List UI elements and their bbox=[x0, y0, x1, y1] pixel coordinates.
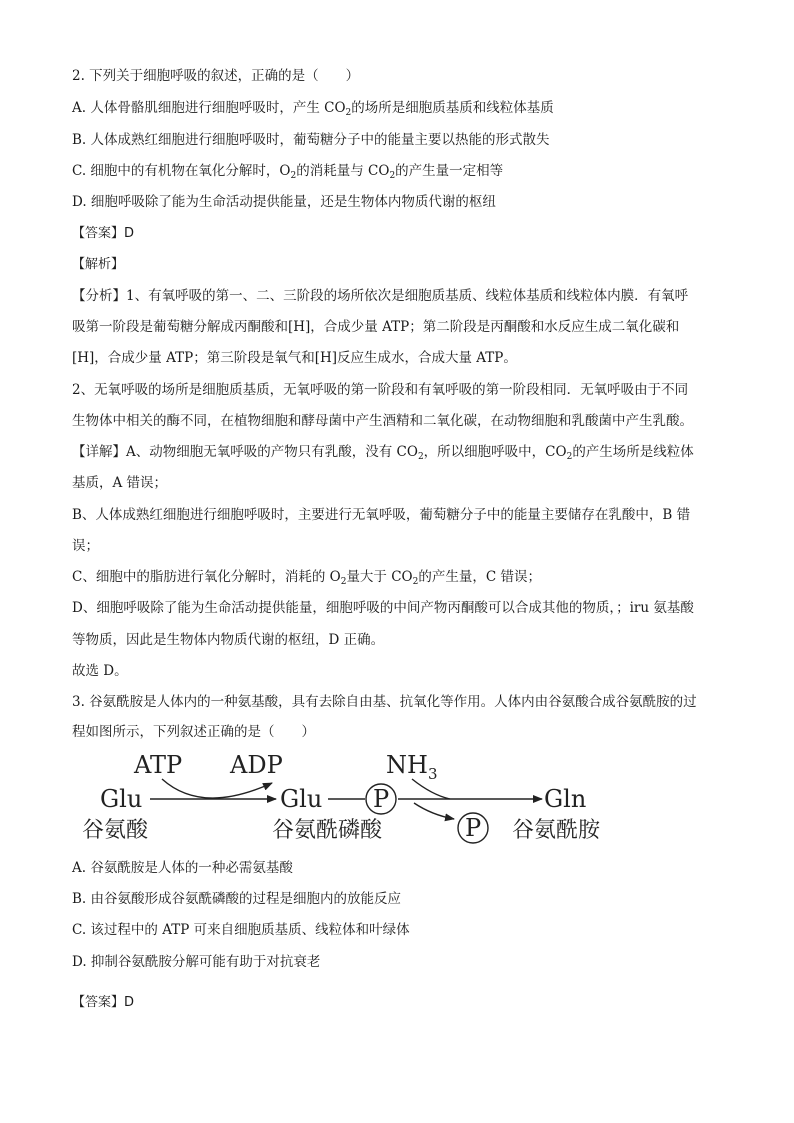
q2-detail-line: 等物质，因此是生物体内物质代谢的枢纽，D 正确。 bbox=[72, 632, 385, 648]
q2-stem: 2. 下列关于细胞呼吸的叙述，正确的是（ ） bbox=[72, 68, 360, 84]
q3-stem-cont: 程如图所示，下列叙述正确的是（ ） bbox=[72, 724, 315, 740]
q3-option-c: C. 该过程中的 ATP 可来自细胞质基质、线粒体和叶绿体 bbox=[72, 922, 410, 938]
q3-stem: 3. 谷氨酰胺是人体内的一种氨基酸，具有去除自由基、抗氧化等作用。人体内由谷氨酸合成谷氨酰胺的过 bbox=[72, 694, 697, 710]
q3-option-a: A. 谷氨酰胺是人体的一种必需氨基酸 bbox=[72, 860, 293, 876]
q3-option-d: D. 抑制谷氨酰胺分解可能有助于对抗衰老 bbox=[72, 954, 321, 970]
q2-detail-line: 误； bbox=[72, 538, 99, 554]
q2-conclusion: 故选 D。 bbox=[72, 663, 128, 679]
glu-intermediate: Glu bbox=[280, 785, 323, 813]
q2-analysis-line: 生物体中相关的酶不同，在植物细胞和酵母菌中产生酒精和二氧化碳，在动物细胞和乳酸菌中产生乳酸。 bbox=[72, 413, 693, 429]
reaction-diagram bbox=[72, 745, 632, 845]
q2-detail-line: B、人体成熟红细胞进行细胞呼吸时，主要进行无氧呼吸，葡萄糖分子中的能量主要储存在乳酸中，B 错 bbox=[72, 507, 691, 523]
q2-analysis-line: [H]，合成少量 ATP；第三阶段是氧气和[H]反应生成水，合成大量 ATP。 bbox=[72, 350, 517, 366]
q2-analysis-line: 吸第一阶段是葡萄糖分解成丙酮酸和[H]，合成少量 ATP；第二阶段是丙酮酸和水反应生成二氧化碳和 bbox=[72, 319, 680, 335]
q2-answer: 【答案】D bbox=[72, 226, 135, 241]
gln-product: Gln bbox=[544, 785, 587, 813]
q2-detail-line: C、细胞中的脂肪进行氧化分解时，消耗的 $O_2$量大于 $CO_2$的产生量，C 错误； bbox=[72, 569, 541, 587]
atp-label: ATP bbox=[134, 751, 183, 779]
q2-option-c: C. 细胞中的有机物在氧化分解时，$O_2$的消耗量与 $CO_2$的产生量一定相等 bbox=[72, 163, 504, 181]
q2-analysis-line: 2、无氧呼吸的场所是细胞质基质，无氧呼吸的第一阶段和有氧呼吸的第一阶段相同．无氧呼吸由于不同 bbox=[72, 382, 689, 398]
released-phosphate-label: P bbox=[465, 814, 482, 842]
glutamine-label: 谷氨酰胺 bbox=[512, 818, 601, 843]
q2-option-b: B. 人体成熟红细胞进行细胞呼吸时，葡萄糖分子中的能量主要以热能的形式散失 bbox=[72, 132, 550, 148]
phosphate-label: P bbox=[373, 785, 390, 813]
q3-answer: 【答案】D bbox=[72, 995, 135, 1010]
glutamyl-phosphate-label: 谷氨酰磷酸 bbox=[272, 818, 383, 843]
q2-analysis-heading: 【解析】 bbox=[72, 257, 125, 272]
nh3-label: $NH_3$ bbox=[386, 751, 438, 783]
q2-analysis-line: 【分析】1、有氧呼吸的第一、二、三阶段的场所依次是细胞质基质、线粒体基质和线粒体内膜．有氧呼 bbox=[72, 288, 689, 304]
glutamic-acid-label: 谷氨酸 bbox=[82, 818, 149, 843]
q3-option-b: B. 由谷氨酸形成谷氨酰磷酸的过程是细胞内的放能反应 bbox=[72, 891, 402, 907]
q2-option-d: D. 细胞呼吸除了能为生命活动提供能量，还是生物体内物质代谢的枢纽 bbox=[72, 194, 496, 210]
adp-label: ADP bbox=[230, 751, 283, 779]
atp-adp-curve-arrow bbox=[162, 779, 272, 798]
q2-detail-line: 【详解】A、动物细胞无氧呼吸的产物只有乳酸，没有 $CO_2$，所以细胞呼吸中，$CO_2$的产生场所是线粒体 bbox=[72, 444, 694, 462]
phosphate-release-arrow bbox=[414, 803, 454, 819]
q2-detail-line: 基质，A 错误； bbox=[72, 475, 168, 491]
glu-substrate: Glu bbox=[100, 785, 143, 813]
q2-option-a: A. 人体骨骼肌细胞进行细胞呼吸时，产生 $CO_2$的场所是细胞质基质和线粒体基质 bbox=[72, 100, 554, 118]
q2-detail-line: D、细胞呼吸除了能为生命活动提供能量，细胞呼吸的中间产物丙酮酸可以合成其他的物质，；iru 氨基酸 bbox=[72, 600, 694, 616]
